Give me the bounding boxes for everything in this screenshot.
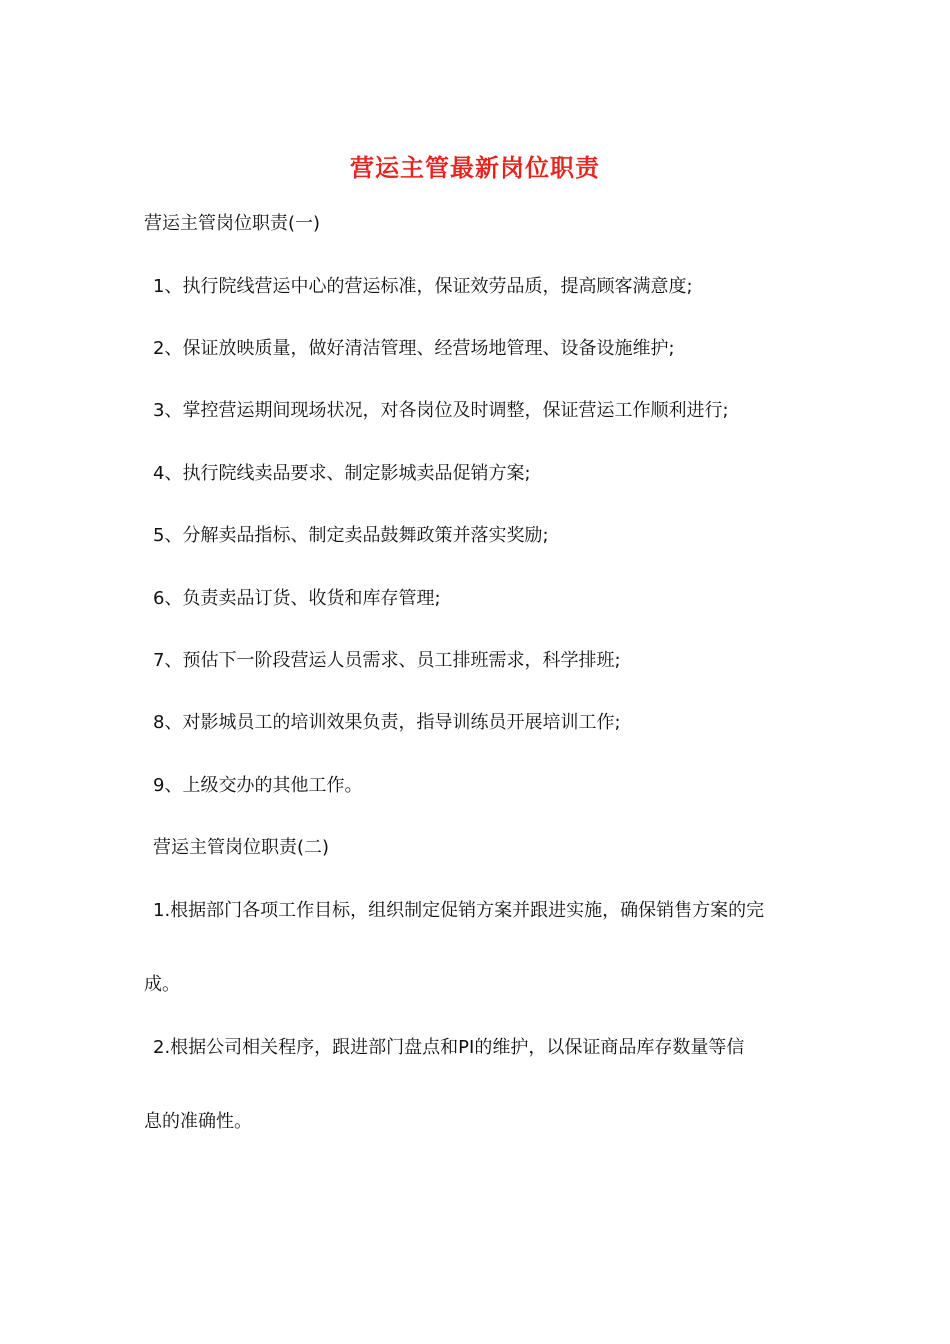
section1-item-8: 8、对影城员工的培训效果负责，指导训练员开展培训工作; (153, 712, 621, 733)
section1-item-7: 7、预估下一阶段营运人员需求、员工排班需求，科学排班; (153, 650, 621, 671)
document-title: 营运主管最新岗位职责 (350, 153, 600, 182)
section2-item-1-line1: 1.根据部门各项工作目标，组织制定促销方案并跟进实施，确保销售方案的完 (153, 900, 765, 921)
section1-item-6: 6、负责卖品订货、收货和库存管理; (153, 588, 441, 609)
section2-item-1-line2: 成。 (144, 974, 180, 995)
section1-item-2: 2、保证放映质量，做好清洁管理、经营场地管理、设备设施维护; (153, 338, 675, 359)
section2-heading: 营运主管岗位职责(二) (153, 837, 330, 858)
section2-item-2-line2: 息的准确性。 (144, 1111, 252, 1132)
section1-item-3: 3、掌控营运期间现场状况，对各岗位及时调整，保证营运工作顺利进行; (153, 400, 729, 421)
section1-item-9: 9、上级交办的其他工作。 (153, 775, 363, 796)
section2-item-2-line1: 2.根据公司相关程序，跟进部门盘点和PI的维护，以保证商品库存数量等信 (153, 1037, 745, 1058)
section1-item-4: 4、执行院线卖品要求、制定影城卖品促销方案; (153, 463, 531, 484)
section1-item-5: 5、分解卖品指标、制定卖品鼓舞政策并落实奖励; (153, 525, 549, 546)
section1-item-1: 1、执行院线营运中心的营运标准，保证效劳品质，提高顾客满意度; (153, 276, 693, 297)
section1-heading: 营运主管岗位职责(一) (144, 213, 321, 234)
